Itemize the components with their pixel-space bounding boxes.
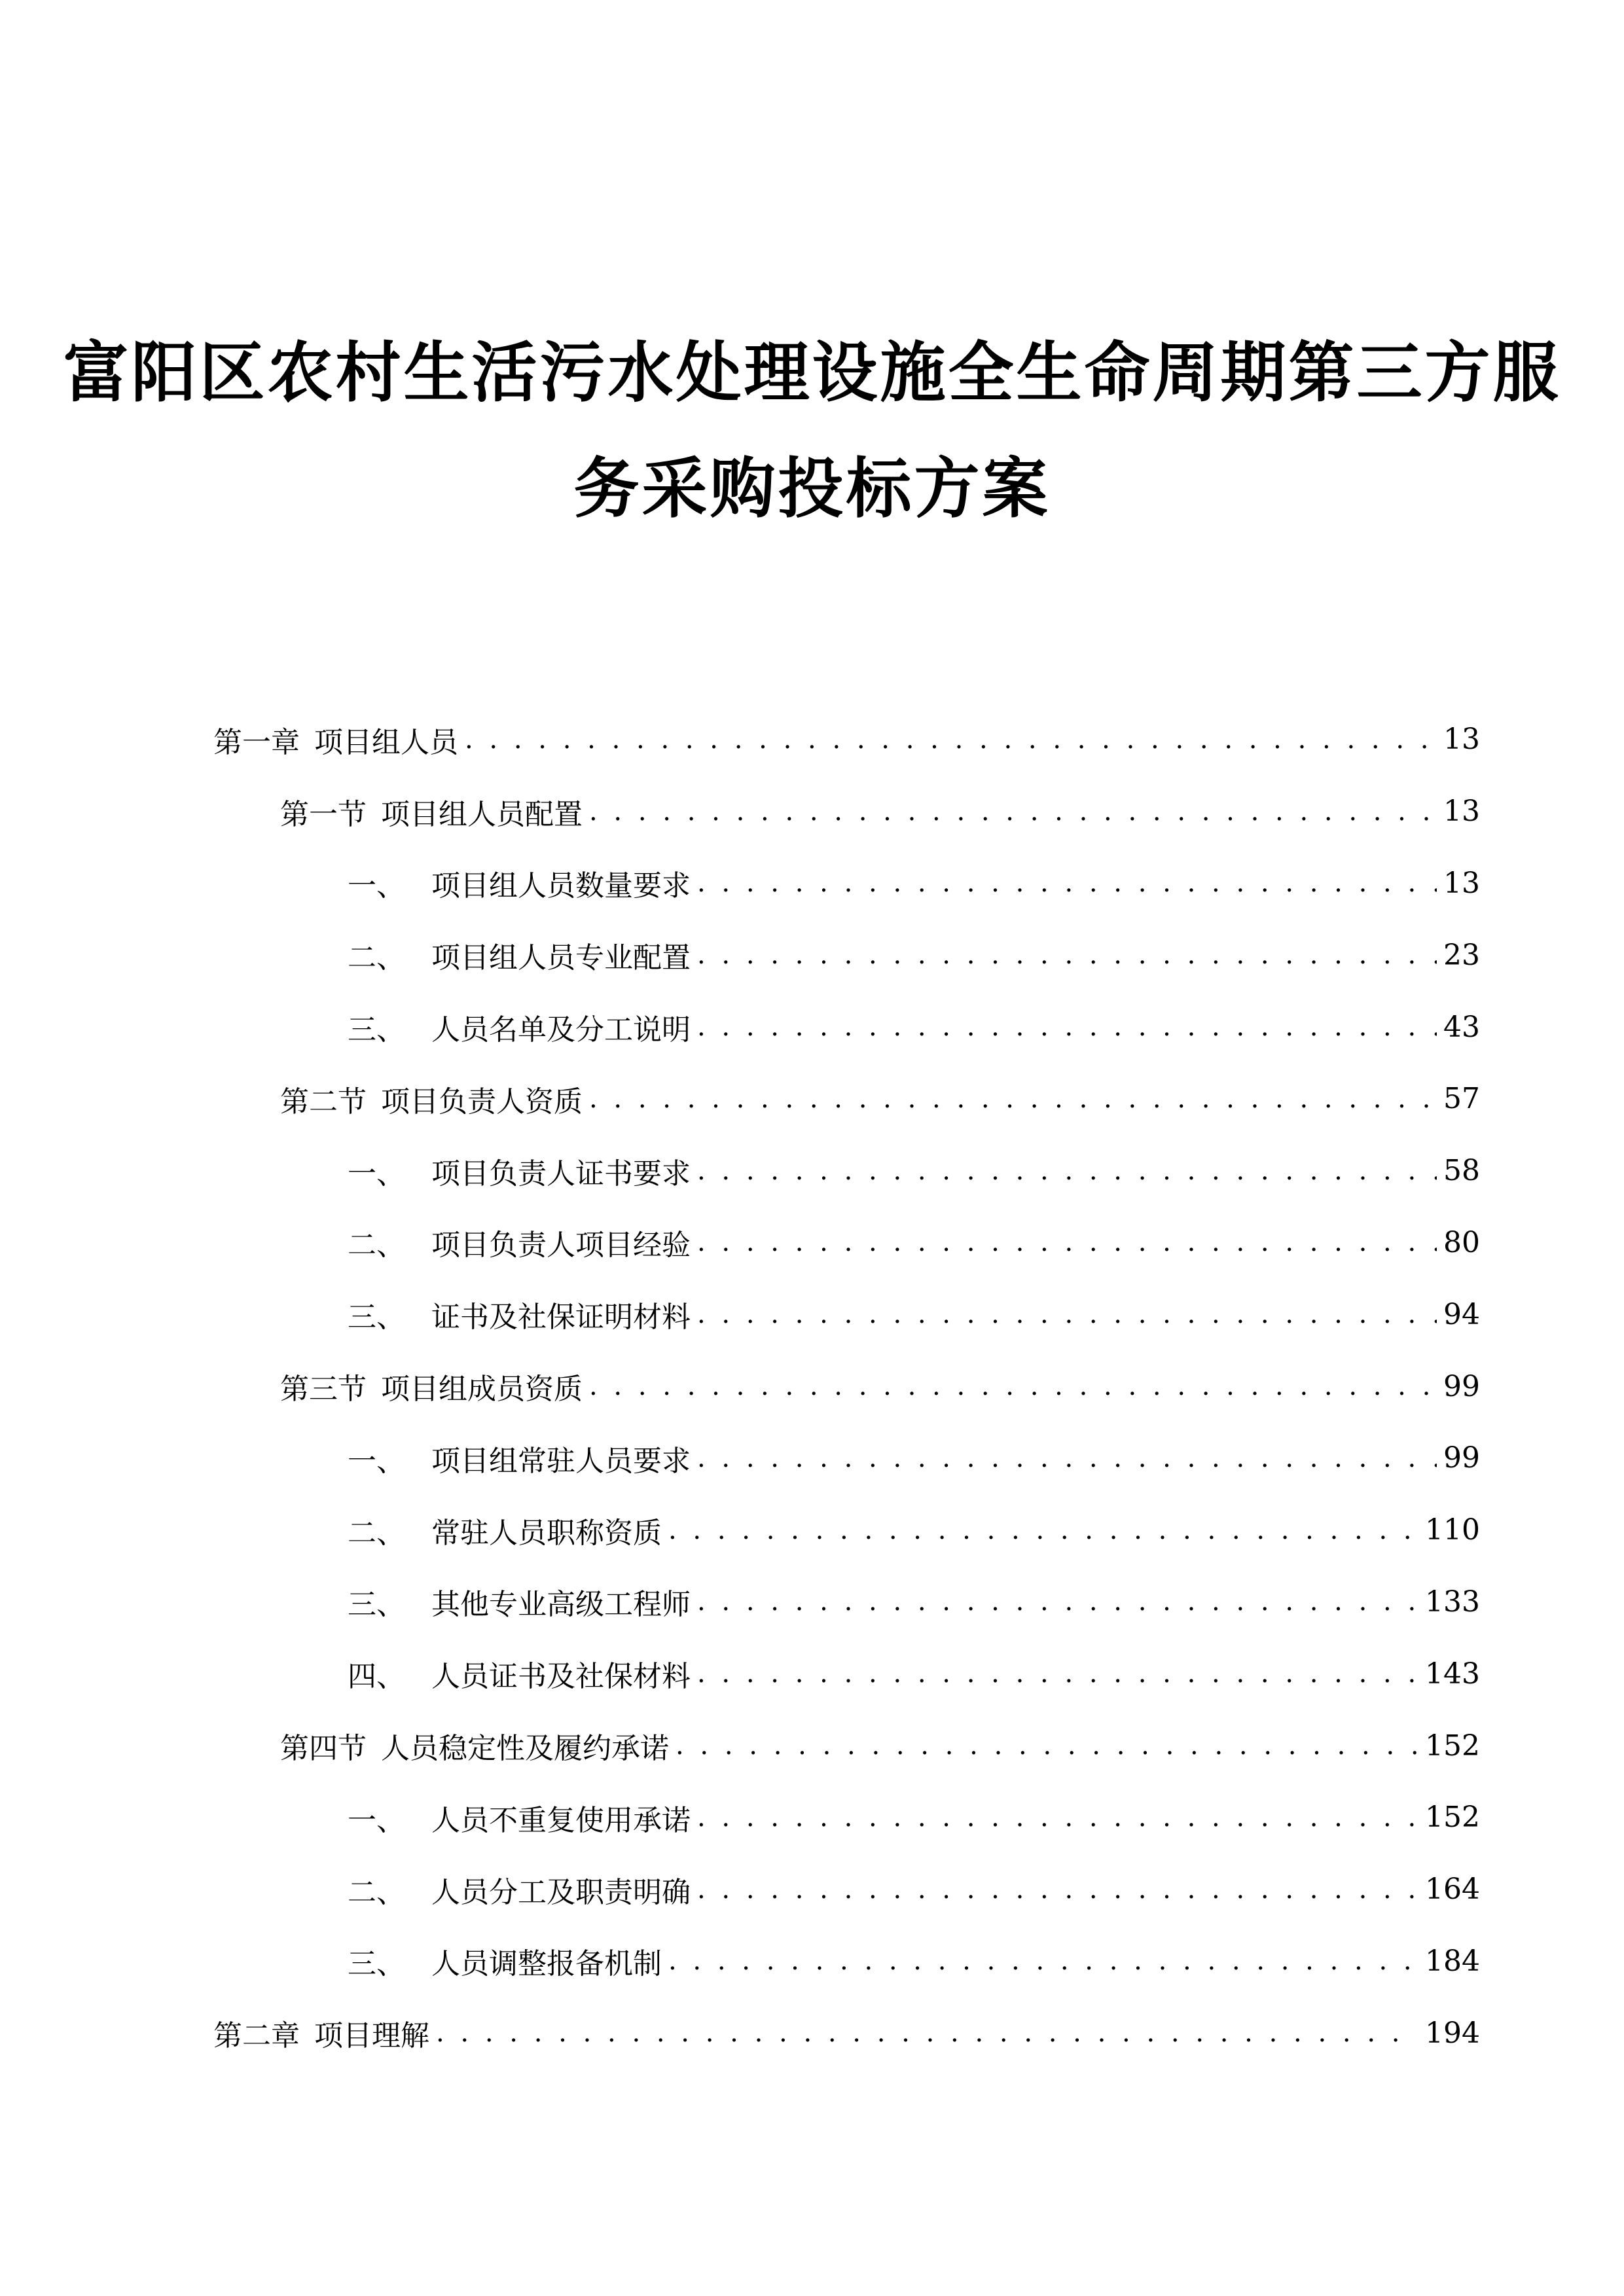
toc-entry-label: 项目组人员数量要求: [431, 869, 691, 903]
toc-entry-label: 项目组人员配置: [381, 797, 583, 831]
toc-entry-label: 项目负责人证书要求: [431, 1157, 691, 1191]
dot-leader: [697, 1443, 1437, 1473]
toc-entry[interactable]: [0, 919, 1624, 991]
toc-entry-prefix: 第一章: [213, 725, 300, 759]
toc-entry-label: 其他专业高级工程师: [431, 1588, 691, 1622]
toc-entry-label: 项目理解: [314, 2019, 429, 2053]
toc-entry[interactable]: [0, 1566, 1624, 1638]
dot-leader: [697, 940, 1437, 970]
toc-entry-page-number: 99: [1443, 1441, 1480, 1475]
toc-entry-prefix: 四、: [348, 1660, 405, 1694]
toc-entry-page-number: 57: [1443, 1082, 1480, 1116]
toc-entry-page-number: 152: [1425, 1801, 1480, 1835]
toc-entry-prefix: 二、: [348, 1229, 405, 1263]
toc-entry-prefix: 一、: [348, 1157, 405, 1191]
toc-entry-page-number: 184: [1425, 1944, 1480, 1978]
toc-entry-prefix: 第二节: [280, 1085, 367, 1119]
dot-leader: [436, 2018, 1418, 2048]
toc-entry-prefix: 第二章: [213, 2019, 300, 2053]
document-title-line-2: 务采购投标方案: [573, 450, 1051, 527]
dot-leader: [668, 1515, 1418, 1545]
dot-leader: [697, 1659, 1418, 1689]
dot-leader: [697, 1587, 1418, 1617]
toc-entry[interactable]: [0, 991, 1624, 1063]
toc-entry-page-number: 110: [1425, 1513, 1480, 1547]
dot-leader: [676, 1731, 1418, 1761]
toc-entry-prefix: 三、: [348, 1300, 405, 1335]
toc-entry[interactable]: [0, 848, 1624, 920]
toc-entry-page-number: 143: [1425, 1657, 1480, 1691]
toc-entry-prefix: 一、: [348, 1444, 405, 1478]
dot-leader: [589, 1084, 1437, 1114]
toc-entry[interactable]: [0, 1926, 1624, 1998]
toc-entry-prefix: 三、: [348, 1013, 405, 1047]
toc-entry-label: 常驻人员职称资质: [431, 1516, 662, 1550]
dot-leader: [697, 1299, 1437, 1329]
toc-entry-page-number: 80: [1443, 1225, 1480, 1259]
toc-entry[interactable]: [0, 1350, 1624, 1422]
toc-entry-label: 证书及社保证明材料: [431, 1300, 691, 1335]
dot-leader: [589, 1371, 1437, 1401]
toc-entry[interactable]: [0, 1710, 1624, 1782]
toc-entry[interactable]: [0, 1782, 1624, 1854]
toc-entry-label: 人员分工及职责明确: [431, 1875, 691, 1909]
toc-entry-page-number: 23: [1443, 938, 1480, 972]
toc-entry-page-number: 58: [1443, 1154, 1480, 1188]
toc-entry-prefix: 一、: [348, 1803, 405, 1837]
dot-leader: [697, 1156, 1437, 1186]
dot-leader: [697, 1227, 1437, 1257]
toc-entry[interactable]: [0, 1063, 1624, 1135]
toc-entry-label: 项目组人员: [314, 725, 458, 759]
toc-entry[interactable]: [0, 1638, 1624, 1710]
toc-entry-page-number: 43: [1443, 1010, 1480, 1044]
toc-entry-page-number: 94: [1443, 1297, 1480, 1331]
dot-leader: [697, 1803, 1418, 1833]
toc-entry[interactable]: [0, 1207, 1624, 1279]
toc-entry[interactable]: [0, 1422, 1624, 1494]
toc-entry-page-number: 13: [1443, 723, 1480, 757]
toc-entry-page-number: 99: [1443, 1369, 1480, 1403]
toc-entry-page-number: 152: [1425, 1729, 1480, 1763]
toc-entry-page-number: 13: [1443, 795, 1480, 829]
toc-entry-prefix: 第三节: [280, 1372, 367, 1407]
dot-leader: [668, 1946, 1418, 1976]
dot-leader: [589, 797, 1437, 827]
toc-entry-label: 项目负责人项目经验: [431, 1229, 691, 1263]
toc-entry-prefix: 三、: [348, 1588, 405, 1622]
toc-entry-label: 人员名单及分工说明: [431, 1013, 691, 1047]
toc-entry-page-number: 13: [1443, 866, 1480, 900]
dot-leader: [697, 868, 1437, 898]
toc-entry-label: 项目组常驻人员要求: [431, 1444, 691, 1478]
dot-leader: [697, 1874, 1418, 1905]
toc-entry-label: 人员不重复使用承诺: [431, 1803, 691, 1837]
toc-entry-page-number: 194: [1425, 2016, 1480, 2050]
toc-entry-prefix: 一、: [348, 869, 405, 903]
toc-entry-label: 人员稳定性及履约承诺: [381, 1732, 669, 1766]
toc-entry[interactable]: [0, 704, 1624, 776]
toc-entry-prefix: 二、: [348, 1516, 405, 1550]
toc-entry-prefix: 三、: [348, 1947, 405, 1981]
toc-entry-prefix: 第四节: [280, 1732, 367, 1766]
toc-entry[interactable]: [0, 1135, 1624, 1207]
document-title-line-1: 富阳区农村生活污水处理设施全生命周期第三方服: [63, 334, 1561, 411]
toc-entry-label: 项目组成员资质: [381, 1372, 583, 1407]
dot-leader: [465, 725, 1437, 755]
toc-entry-label: 人员调整报备机制: [431, 1947, 662, 1981]
toc-entry-prefix: 第一节: [280, 797, 367, 831]
toc-entry[interactable]: [0, 776, 1624, 848]
toc-entry-prefix: 二、: [348, 941, 405, 975]
toc-entry[interactable]: [0, 1997, 1624, 2069]
toc-entry[interactable]: [0, 1494, 1624, 1566]
dot-leader: [697, 1012, 1437, 1042]
table-of-contents: [0, 704, 1624, 2069]
toc-entry-label: 项目负责人资质: [381, 1085, 583, 1119]
toc-entry-label: 项目组人员专业配置: [431, 941, 691, 975]
toc-entry-page-number: 164: [1425, 1873, 1480, 1907]
toc-entry-page-number: 133: [1425, 1585, 1480, 1619]
toc-entry[interactable]: [0, 1278, 1624, 1350]
toc-entry[interactable]: [0, 1854, 1624, 1926]
toc-entry-label: 人员证书及社保材料: [431, 1660, 691, 1694]
toc-entry-prefix: 二、: [348, 1875, 405, 1909]
